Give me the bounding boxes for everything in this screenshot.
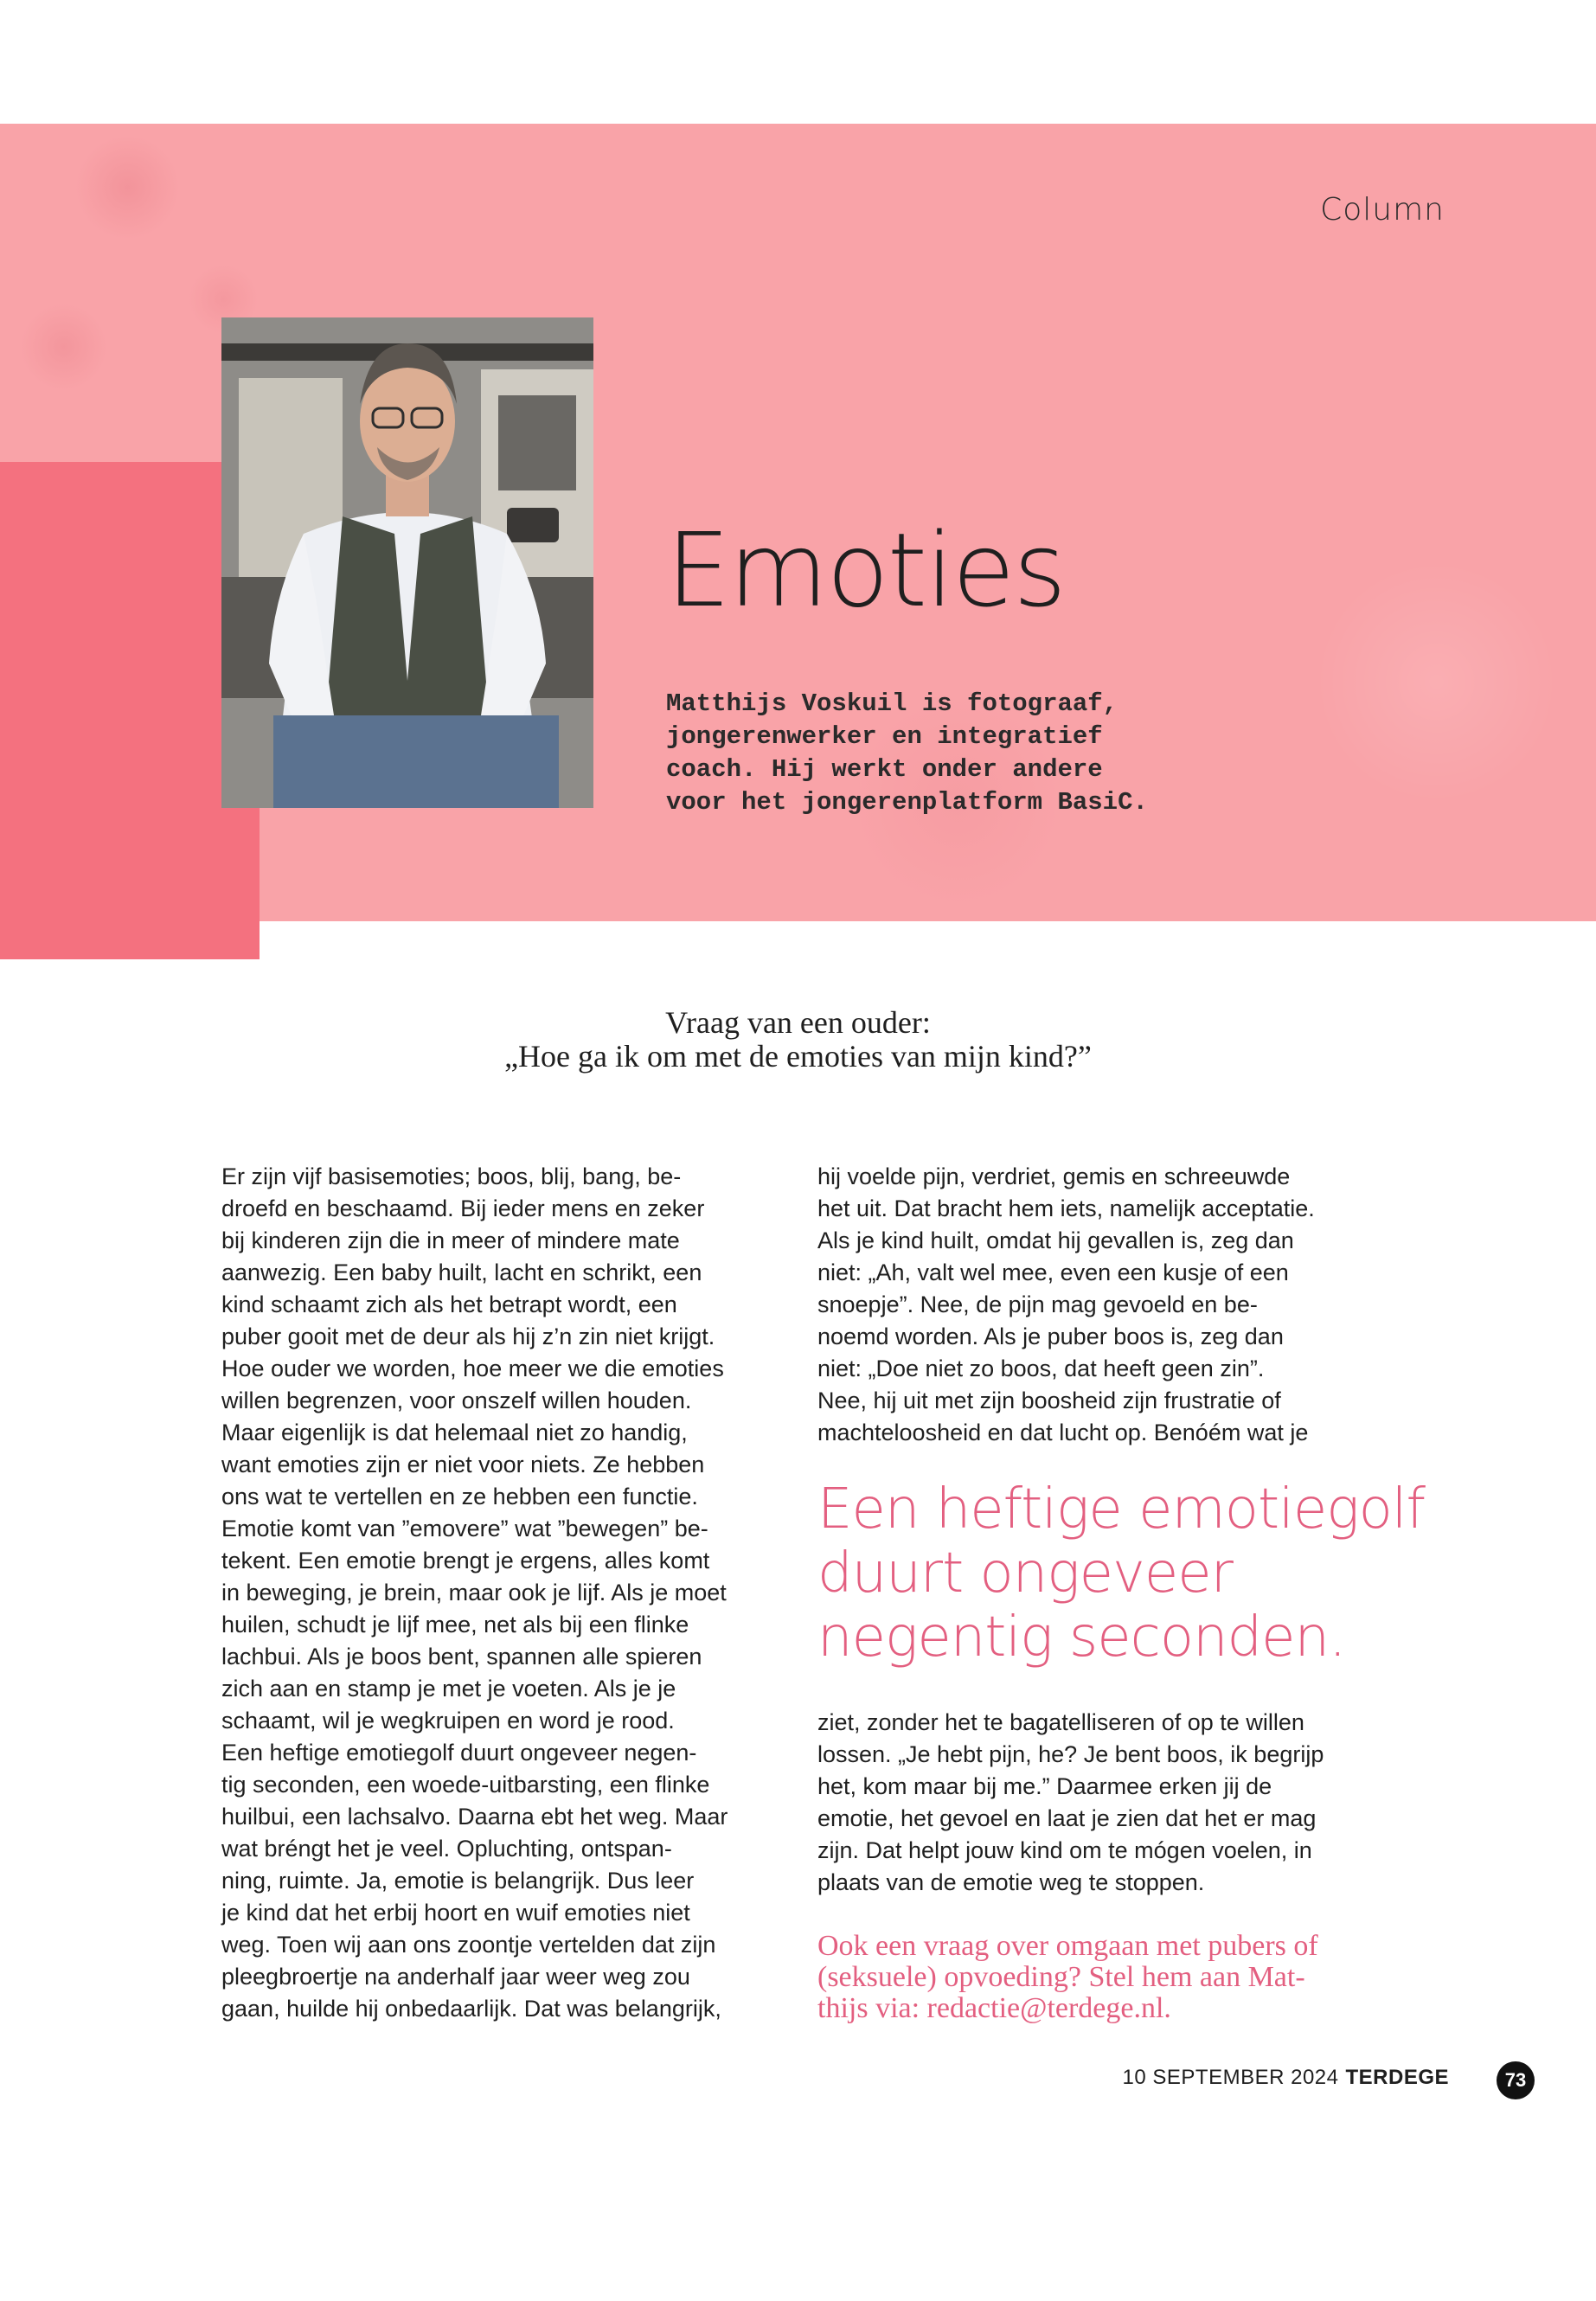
body-line: Maar eigenlijk is dat helemaal niet zo handig, (221, 1420, 688, 1445)
body-column-left (221, 1161, 775, 2025)
body-line: lachbui. Als je boos bent, spannen alle spieren (221, 1644, 702, 1670)
body-line: in beweging, je brein, maar ook je lijf. Als je moet (221, 1580, 727, 1606)
body-line: Er zijn vijf basisemoties; boos, blij, bang, be- (221, 1163, 682, 1189)
body-line: emotie, het gevoel en laat je zien dat het er mag (817, 1805, 1317, 1831)
body-line: het, kom maar bij me.” Daarmee erken jij de (817, 1773, 1272, 1799)
reader-question (260, 1006, 1336, 1074)
pull-quote-line: Een heftige emotiegolf (817, 1477, 1426, 1541)
body-line: noemd worden. Als je puber boos is, zeg dan (817, 1324, 1284, 1349)
magazine-name: TERDEGE (1345, 2066, 1449, 2089)
body-line: want emoties zijn er niet voor niets. Ze hebben (221, 1452, 705, 1477)
body-line: schaamt, wil je wegkruipen en word je rood. (221, 1708, 675, 1734)
body-line: plaats van de emotie weg te stoppen. (817, 1869, 1205, 1895)
cta-line: thijs via: redactie@terdege.nl. (817, 1992, 1171, 2024)
article-title: Emoties (666, 510, 1065, 630)
intro-line: coach. Hij werkt onder andere (666, 755, 1103, 784)
cta-line: Ook een vraag over omgaan met pubers of (817, 1930, 1318, 1962)
body-line: ons wat te vertellen en ze hebben een functie. (221, 1484, 698, 1509)
body-line: ning, ruimte. Ja, emotie is belangrijk. Dus leer (221, 1868, 695, 1894)
body-line: kind schaamt zich als het betrapt wordt, een (221, 1292, 677, 1317)
body-line: huilbui, een lachsalvo. Daarna ebt het weg. Maar (221, 1804, 728, 1830)
body-column-right-bottom (817, 1707, 1371, 1899)
body-line: wat bréngt het je veel. Opluchting, ontspan- (221, 1836, 672, 1862)
body-line: huilen, schudt je lijf mee, net als bij een flinke (221, 1612, 689, 1638)
page-footer (1038, 2066, 1449, 2090)
body-line: gaan, huilde hij onbedaarlijk. Dat was belangrijk, (221, 1996, 721, 2022)
page-number: 73 (1497, 2061, 1535, 2099)
body-line: lossen. „Je hebt pijn, he? Je bent boos, ik begrijp (817, 1741, 1324, 1767)
body-line: aanwezig. Een baby huilt, lacht en schrikt, een (221, 1259, 702, 1285)
body-line: Een heftige emotiegolf duurt ongeveer negen- (221, 1740, 697, 1766)
body-line: je kind dat het erbij hoort en wuif emoties niet (221, 1900, 690, 1926)
body-line: snoepje”. Nee, de pijn mag gevoeld en be- (817, 1292, 1258, 1317)
body-line: niet: „Doe niet zo boos, dat heeft geen zin”. (817, 1356, 1265, 1381)
body-line: zich aan en stamp je met je voeten. Als je je (221, 1676, 676, 1702)
body-line: Als je kind huilt, omdat hij gevallen is, zeg dan (817, 1227, 1294, 1253)
body-line: hij voelde pijn, verdriet, gemis en schreeuwde (817, 1163, 1291, 1189)
body-line: Emotie komt van ”emovere” wat ”bewegen” be- (221, 1516, 708, 1541)
body-line: tekent. Een emotie brengt je ergens, alles komt (221, 1548, 710, 1574)
pull-quote-line: duurt ongeveer (817, 1541, 1233, 1606)
question-line: Vraag van een ouder: (665, 1005, 931, 1040)
intro-line: Matthijs Voskuil is fotograaf, (666, 689, 1118, 718)
body-line: willen begrenzen, voor onszelf willen houden. (221, 1388, 692, 1413)
cta-line: (seksuele) opvoeding? Stel hem aan Mat- (817, 1961, 1305, 1993)
body-line: zijn. Dat helpt jouw kind om te mógen voelen, in (817, 1837, 1312, 1863)
body-line: puber gooit met de deur als hij z’n zin niet krijgt. (221, 1324, 715, 1349)
author-photo (221, 317, 593, 808)
intro-line: jongerenwerker en integratief (666, 722, 1103, 751)
body-column-right-top (817, 1161, 1371, 1449)
author-intro (666, 688, 1220, 819)
body-line: pleegbroertje na anderhalf jaar weer weg zou (221, 1964, 690, 1990)
body-line: tig seconden, een woede-uitbarsting, een flinke (221, 1772, 710, 1798)
body-line: weg. Toen wij aan ons zoontje vertelden dat zijn (221, 1932, 716, 1958)
issue-date: 10 SEPTEMBER 2024 (1122, 2066, 1339, 2089)
pull-quote-line: negentig seconden. (817, 1606, 1346, 1670)
body-line: Hoe ouder we worden, hoe meer we die emoties (221, 1356, 724, 1381)
body-line: ziet, zonder het te bagatelliseren of op te willen (817, 1709, 1304, 1735)
body-line: droefd en beschaamd. Bij ieder mens en zeker (221, 1195, 705, 1221)
accent-block (0, 462, 260, 959)
section-label: Column (1320, 192, 1445, 228)
body-line: machteloosheid en dat lucht op. Benóém wat je (817, 1420, 1309, 1445)
body-line: het uit. Dat bracht hem iets, namelijk acceptatie. (817, 1195, 1315, 1221)
body-line: bij kinderen zijn die in meer of mindere mate (221, 1227, 680, 1253)
intro-line: voor het jongerenplatform BasiC. (666, 788, 1148, 817)
call-to-action (817, 1931, 1423, 2024)
body-line: Nee, hij uit met zijn boosheid zijn frustratie of (817, 1388, 1281, 1413)
question-line: „Hoe ga ik om met de emoties van mijn kind?” (504, 1039, 1092, 1074)
pull-quote (817, 1477, 1426, 1670)
body-line: niet: „Ah, valt wel mee, even een kusje of een (817, 1259, 1289, 1285)
